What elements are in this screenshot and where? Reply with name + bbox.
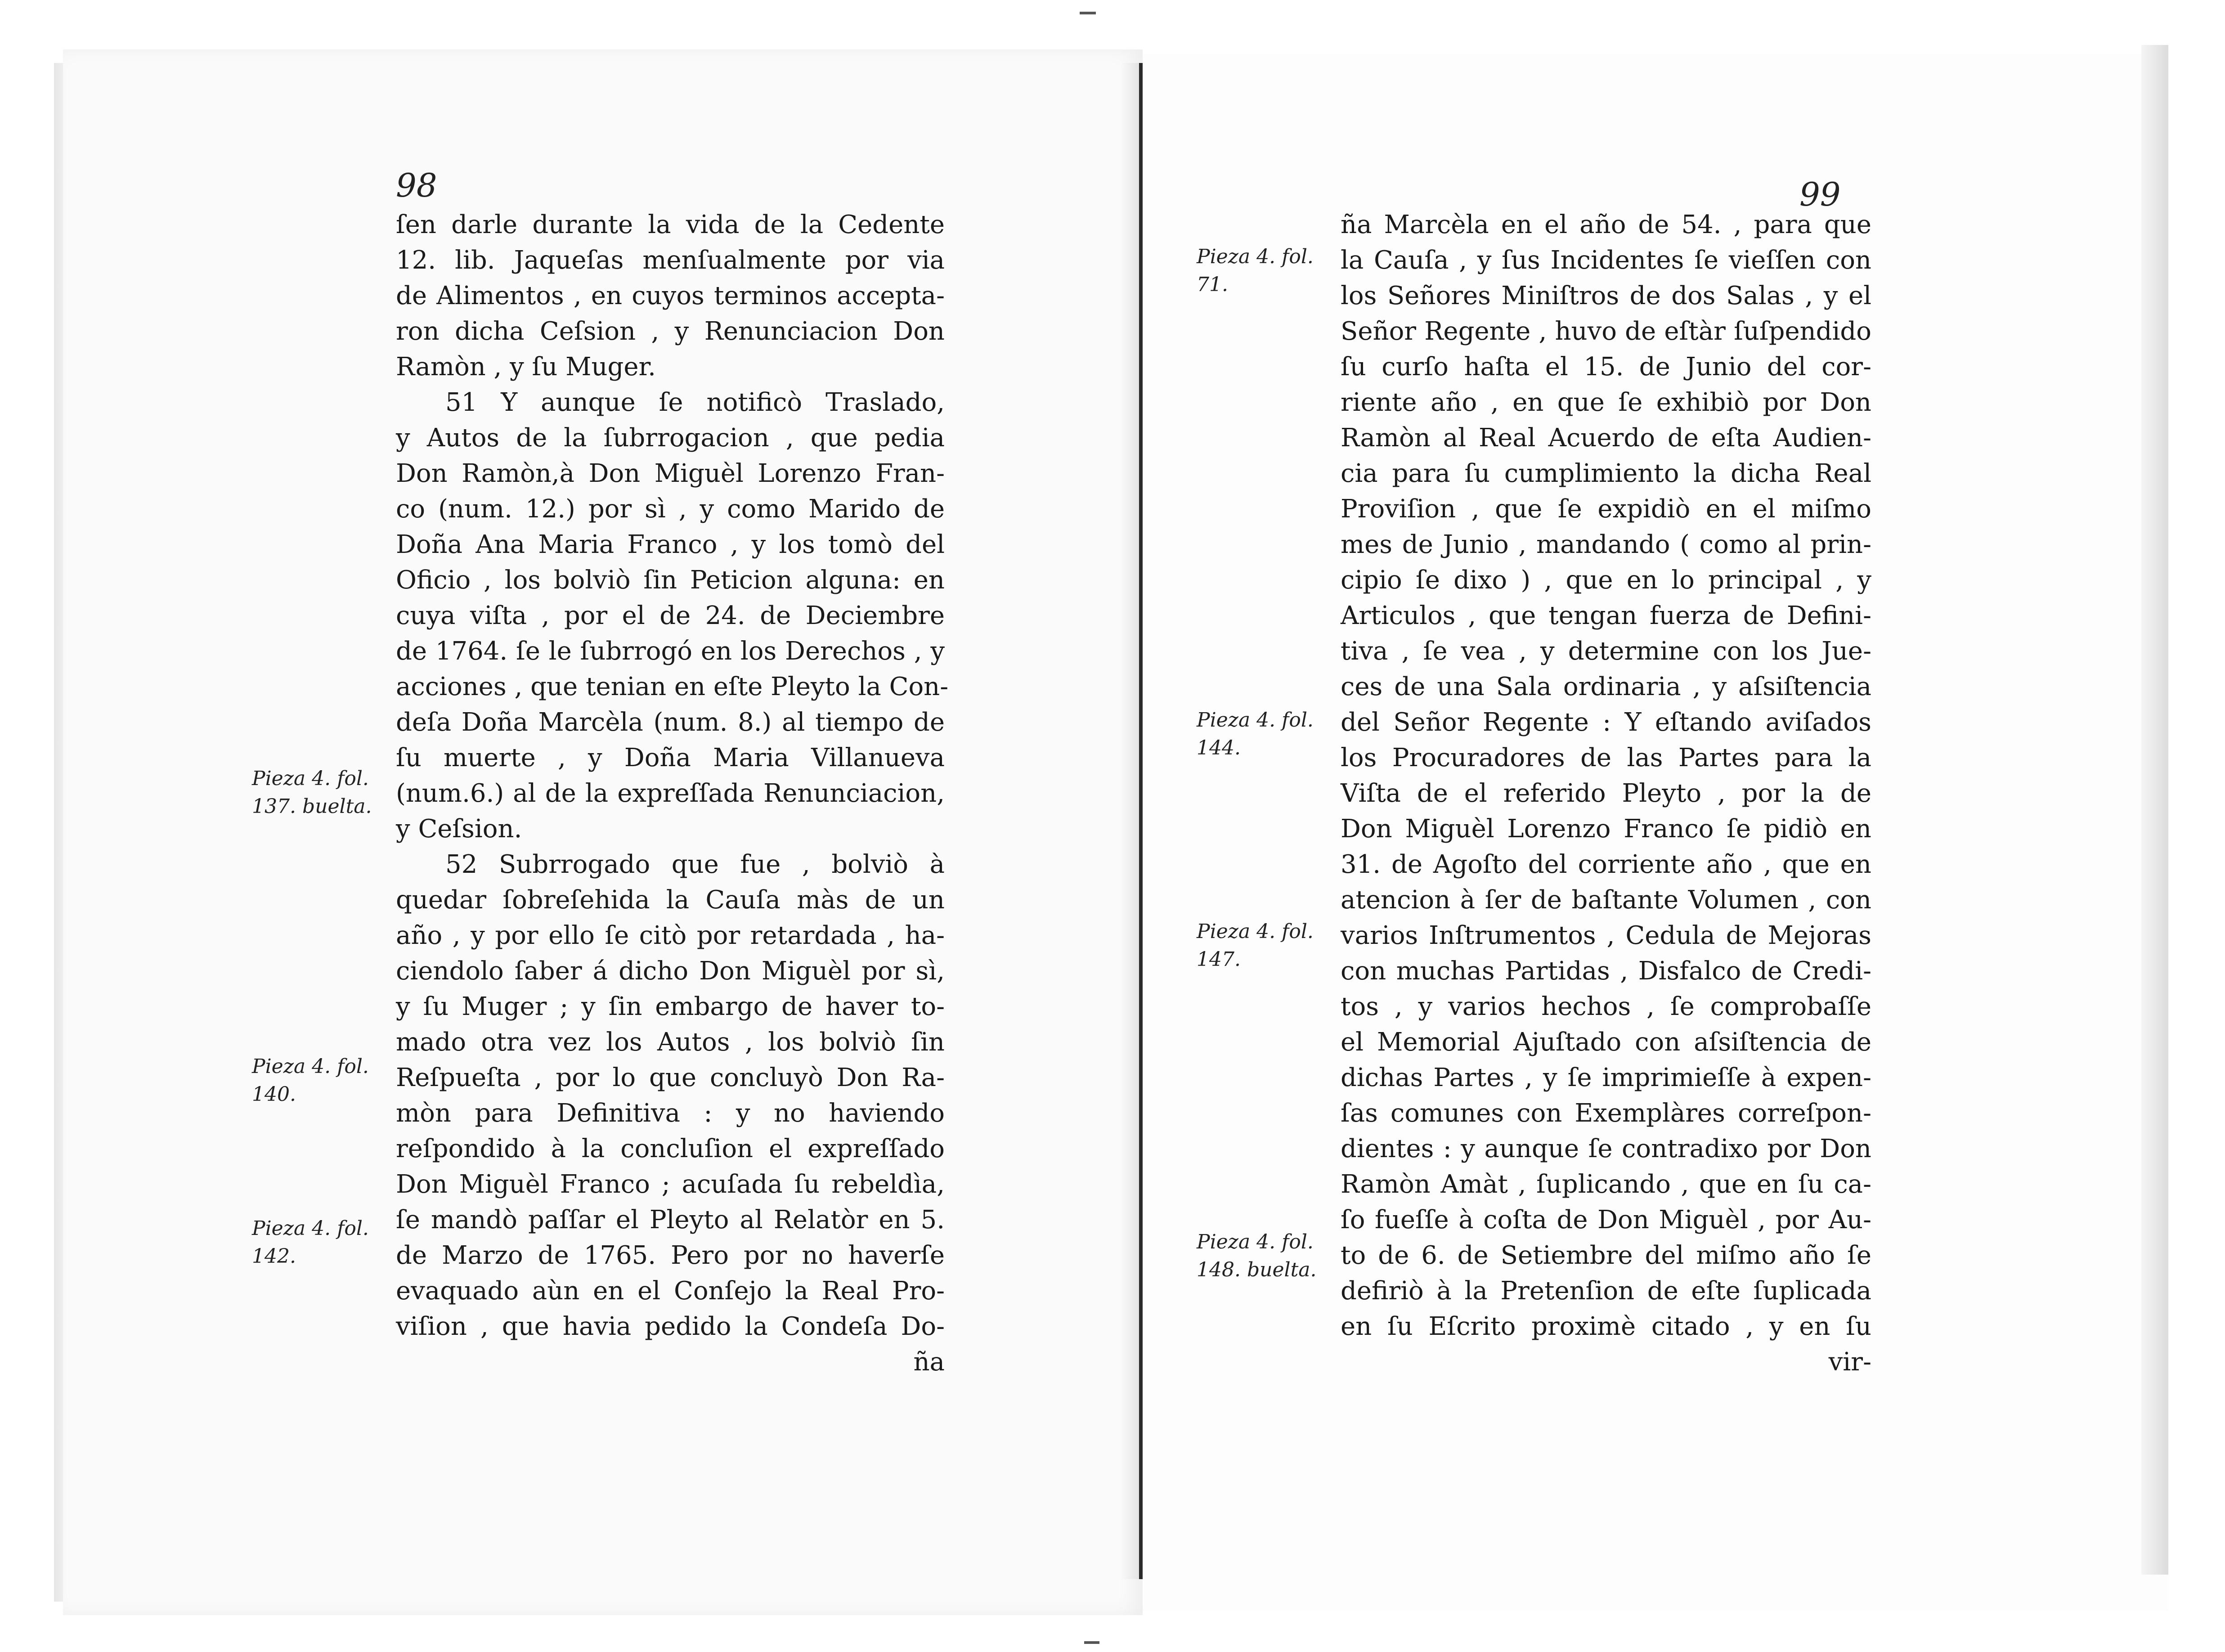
catchword: ña [913,1347,945,1377]
text-line: ſu muerte , y Doña Maria Villanueva [396,743,945,772]
text-line: Reſpueſta , por lo que concluyò Don Ra- [396,1063,945,1092]
text-line: Viſta de el referido Pleyto , por la de [1341,779,1871,808]
text-line: el Memorial Ajuſtado con aſsiſtencia de [1341,1028,1871,1057]
text-line: acciones , que tenian en eſte Pleyto la Con- [396,672,949,701]
text-line: mado otra vez los Autos , los bolviò ſin [396,1028,945,1057]
text-line: de Marzo de 1765. Pero por no haverſe [396,1241,945,1270]
text-line: defiriò à la Pretenſion de eſte ſuplicada [1341,1276,1871,1306]
text-line: Proviſion , que ſe expidiò en el miſmo [1341,494,1871,524]
text-line: reſpondido à la concluſion el expreſſado [396,1134,945,1163]
text-line: tiva , ſe vea , y determine con los Jue- [1341,637,1871,666]
text-line: ſu curſo haſta el 15. de Junio del cor- [1341,352,1871,382]
text-line: Don Miguèl Lorenzo Franco ſe pidiò en [1341,814,1871,844]
text-line: (num.6.) al de la expreſſada Renunciacion, [396,779,945,808]
text-line: Ramòn Amàt , ſuplicando , que en ſu ca- [1341,1170,1871,1199]
text-line: mòn para Definitiva : y no haviendo [396,1099,945,1128]
text-line: dientes : y aunque ſe contradixo por Don [1341,1134,1871,1163]
text-line: dichas Partes , y ſe imprimieſſe à expen- [1341,1063,1871,1092]
text-line: ña Marcèla en el año de 54. , para que [1341,210,1871,239]
margin-note: Pieza 4. fol. 144. [1197,709,1314,759]
text-line: riente año , en que ſe exhibiò por Don [1341,388,1871,417]
text-line: del Señor Regente : Y eſtando aviſados [1341,708,1871,737]
margin-note: Pieza 4. fol. 71. [1197,245,1314,296]
text-line: los Señores Miniſtros de dos Salas , y el [1341,281,1871,310]
text-line: de Alimentos , en cuyos terminos accepta- [396,281,945,310]
text-line: Ramòn al Real Acuerdo de eſta Audien- [1341,423,1871,453]
text-line: Articulos , que tengan fuerza de Defini- [1341,601,1871,630]
text-line: viſion , que havia pedido la Condeſa Do- [396,1312,945,1341]
text-line: ſas comunes con Exemplàres correſpon- [1341,1099,1871,1128]
text-line: cia para ſu cumplimiento la dicha Real [1341,459,1871,488]
text-line: co (num. 12.) por sì , y como Marido de [396,494,945,524]
text-line: ſo fueſſe à coſta de Don Miguèl , por Au- [1341,1205,1871,1235]
margin-note: Pieza 4. fol. 140. [252,1055,369,1106]
left-page-text [396,207,949,1380]
text-line: ſen darle durante la vida de la Cedente [396,210,945,239]
text-line: Don Miguèl Franco ; acuſada ſu rebeldìa, [396,1170,945,1199]
text-line: 12. lib. Jaqueſas menſualmente por via [396,246,945,275]
margin-note: Pieza 4. fol. 137. buelta. [252,767,372,818]
text-line: evaquado aùn en el Conſejo la Real Pro- [396,1276,945,1306]
right-page-text [1341,207,1871,1380]
text-line: 51 Y aunque ſe notificò Traslado, [445,388,945,417]
text-line: deſa Doña Marcèla (num. 8.) al tiempo de [396,708,945,737]
text-line: los Procuradores de las Partes para la [1341,743,1871,772]
catchword: vir- [1828,1347,1871,1377]
right-page-number: 99 [1799,175,1841,213]
text-line: ſe mandò paſſar el Pleyto al Relatòr en 5. [396,1205,945,1235]
text-line: de 1764. ſe le ſubrrogó en los Derechos , y [396,637,945,666]
text-line: varios Inſtrumentos , Cedula de Mejoras [1341,921,1871,950]
margin-note: Pieza 4. fol. 142. [252,1217,369,1268]
text-line: año , y por ello ſe citò por retardada , ha- [396,921,945,950]
scan-mark-bottom [1084,1641,1099,1644]
text-line: Doña Ana Maria Franco , y los tomò del [396,530,945,559]
text-line: Oficio , los bolviò ſin Peticion alguna: en [396,566,945,595]
left-page-number: 98 [396,166,437,204]
text-line: y Ceſsion. [396,814,522,844]
text-line: con muchas Partidas , Disfalco de Credi- [1341,956,1871,986]
margin-note: Pieza 4. fol. 147. [1197,920,1314,971]
text-line: to de 6. de Setiembre del miſmo año ſe [1341,1241,1871,1270]
text-line: Don Ramòn,à Don Miguèl Lorenzo Fran- [396,459,945,488]
text-line: ces de una Sala ordinaria , y aſsiſtencia [1341,672,1871,701]
text-line: 52 Subrrogado que fue , bolviò à [445,850,945,879]
book-gutter [1139,63,1143,1579]
text-line: atencion à ſer de baſtante Volumen , con [1341,885,1871,915]
text-line: en ſu Eſcrito proximè citado , y en ſu [1341,1312,1871,1341]
text-line: la Cauſa , y ſus Incidentes ſe vieſſen con [1341,246,1871,275]
scan-mark-top [1080,12,1096,14]
text-line: ron dicha Ceſsion , y Renunciacion Don [396,317,945,346]
text-line: Señor Regente , huvo de eſtàr ſuſpendido [1341,317,1871,346]
text-line: quedar ſobreſehida la Cauſa màs de un [396,885,945,915]
margin-note: Pieza 4. fol. 148. buelta. [1197,1230,1317,1281]
text-line: 31. de Agoſto del corriente año , que en [1341,850,1871,879]
right-page-edge [2141,45,2168,1575]
text-line: ciendolo ſaber á dicho Don Miguèl por sì, [396,956,945,986]
text-line: cuya viſta , por el de 24. de Deciembre [396,601,945,630]
text-line: y ſu Muger ; y ſin embargo de haver to- [396,992,945,1021]
text-line: mes de Junio , mandando ( como al prin- [1341,530,1871,559]
text-line: Ramòn , y ſu Muger. [396,352,656,382]
text-line: y Autos de la ſubrrogacion , que pedia [396,423,945,453]
text-line: tos , y varios hechos , ſe comprobaſſe [1341,992,1871,1021]
text-line: cipio ſe dixo ) , que en lo principal , y [1341,566,1871,595]
